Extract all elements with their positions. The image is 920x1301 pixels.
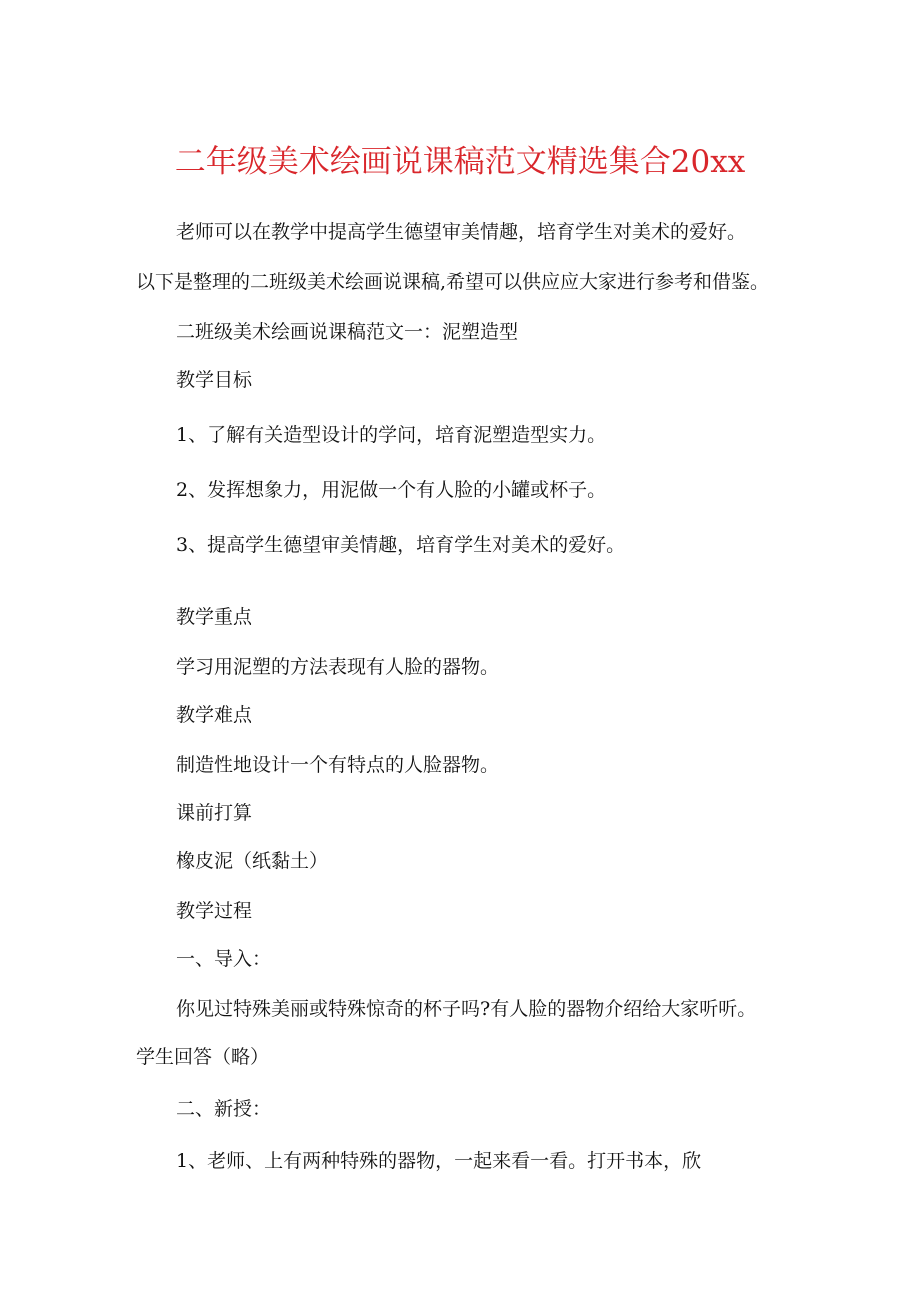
- key-points-text: 学习用泥塑的方法表现有人脸的器物。: [176, 656, 500, 678]
- document-title: 二年级美术绘画说课稿范文精选集合20xx: [174, 144, 746, 180]
- process-step-intro: 一、导入：: [176, 948, 272, 970]
- heading-teaching-goals: 教学目标: [176, 369, 253, 391]
- new-lesson-item-1: 1、老师、上有两种特殊的器物，一起来看一看。打开书本，欣: [176, 1150, 702, 1172]
- section-heading-lesson-one: 二班级美术绘画说课稿范文一：泥塑造型: [176, 321, 519, 343]
- paragraph-intro-1: 老师可以在教学中提高学生德望审美情趣，培育学生对美术的爱好。: [176, 221, 747, 243]
- paragraph-intro-2: 以下是整理的二班级美术绘画说课稿,希望可以供应应大家进行参考和借鉴。: [136, 271, 770, 293]
- heading-teaching-process: 教学过程: [176, 900, 253, 922]
- difficulties-text: 制造性地设计一个有特点的人脸器物。: [176, 754, 500, 776]
- heading-preparation: 课前打算: [176, 802, 253, 824]
- goal-item-1: 1、了解有关造型设计的学问，培育泥塑造型实力。: [176, 424, 607, 446]
- process-step-new-lesson: 二、新授：: [176, 1098, 272, 1120]
- student-answer: 学生回答（略）: [136, 1046, 270, 1068]
- heading-key-points: 教学重点: [176, 606, 253, 628]
- heading-difficulties: 教学难点: [176, 704, 253, 726]
- intro-question: 你见过特殊美丽或特殊惊奇的杯子吗?有人脸的器物介绍给大家听听。: [176, 998, 757, 1020]
- preparation-text: 橡皮泥（纸黏土）: [176, 850, 329, 872]
- goal-item-3: 3、提高学生德望审美情趣，培育学生对美术的爱好。: [176, 534, 626, 556]
- goal-item-2: 2、发挥想象力，用泥做一个有人脸的小罐或杯子。: [176, 479, 607, 501]
